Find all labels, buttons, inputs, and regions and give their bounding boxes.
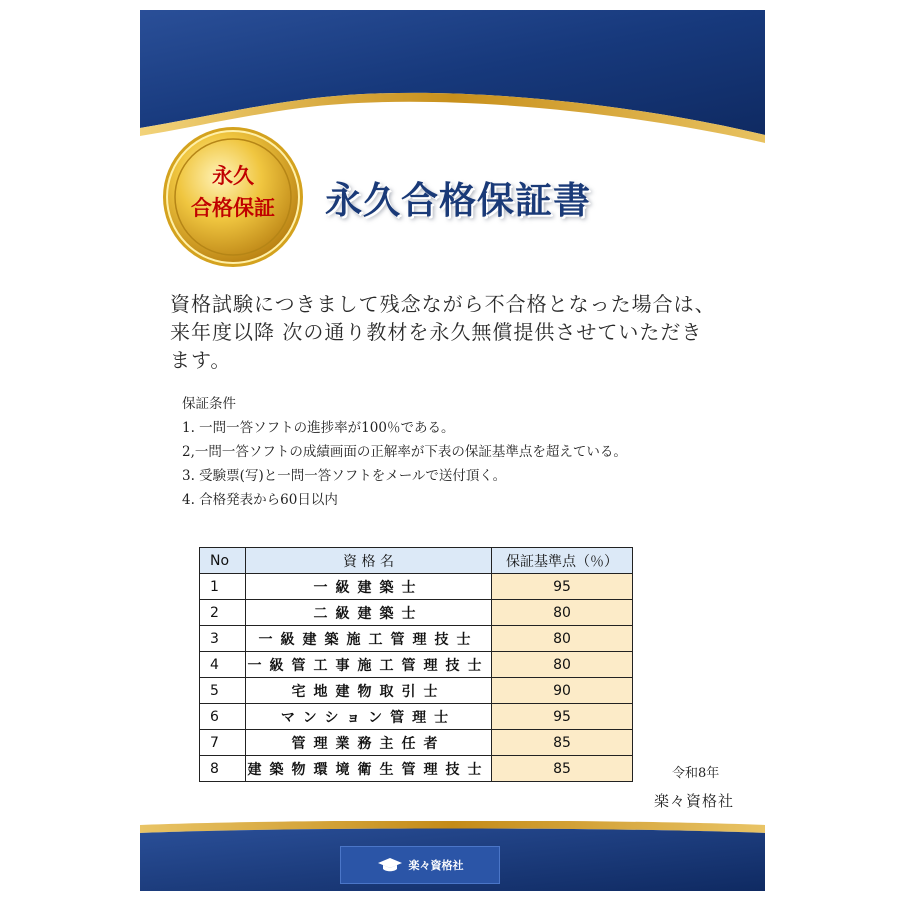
- row-score: 85: [492, 730, 633, 756]
- row-name: 管理業務主任者: [246, 730, 492, 756]
- table-row: [200, 652, 633, 678]
- qualification-table: [199, 547, 633, 782]
- row-no: 4: [200, 652, 246, 678]
- intro-line-1: 資格試験につきまして残念ながら不合格となった場合は、: [170, 292, 716, 316]
- table-row: [200, 704, 633, 730]
- certificate-page: [140, 10, 765, 891]
- row-score: 80: [492, 600, 633, 626]
- condition-item-3: 3. 受験票(写)と一問一答ソフトをメールで送付頂く。: [182, 468, 507, 484]
- seal-line-1: 永久: [212, 164, 254, 188]
- issue-date: 令和8年: [672, 766, 720, 781]
- row-no: 1: [200, 574, 246, 600]
- row-score: 90: [492, 678, 633, 704]
- row-score: 85: [492, 756, 633, 782]
- intro-line-3: ます。: [170, 348, 232, 372]
- footer-logo: [340, 846, 500, 884]
- company-name: 楽々資格社: [654, 792, 735, 810]
- row-no: 5: [200, 678, 246, 704]
- condition-item-1: 1. 一問一答ソフトの進捗率が100％である。: [182, 420, 455, 436]
- seal-line-2: 合格保証: [191, 196, 275, 220]
- row-name: 二級建築士: [246, 600, 492, 626]
- header-no: No: [200, 548, 246, 574]
- row-name: マンション管理士: [246, 704, 492, 730]
- table-row: [200, 678, 633, 704]
- intro-text: [170, 290, 750, 374]
- row-name: 一級建築士: [246, 574, 492, 600]
- row-no: 6: [200, 704, 246, 730]
- table-header-row: [200, 548, 633, 574]
- table-row: [200, 756, 633, 782]
- table-row: [200, 600, 633, 626]
- row-score: 80: [492, 626, 633, 652]
- row-score: 95: [492, 574, 633, 600]
- seal-label: [158, 160, 308, 224]
- row-score: 95: [492, 704, 633, 730]
- row-score: 80: [492, 652, 633, 678]
- condition-item-2: 2,一問一答ソフトの成績画面の正解率が下表の保証基準点を超えている。: [182, 444, 627, 460]
- row-no: 3: [200, 626, 246, 652]
- conditions-heading: 保証条件: [182, 396, 236, 412]
- row-no: 7: [200, 730, 246, 756]
- row-no: 8: [200, 756, 246, 782]
- guarantee-conditions: [182, 392, 742, 512]
- footer-logo-text: 楽々資格社: [408, 859, 464, 872]
- row-name: 建築物環境衛生管理技士: [246, 756, 492, 782]
- table-row: [200, 626, 633, 652]
- header-name: 資 格 名: [246, 548, 492, 574]
- page-title: 永久合格保証書: [325, 179, 591, 222]
- row-no: 2: [200, 600, 246, 626]
- row-name: 一級建築施工管理技士: [246, 626, 492, 652]
- condition-item-4: 4. 合格発表から60日以内: [182, 492, 338, 508]
- table-row: [200, 574, 633, 600]
- table-row: [200, 730, 633, 756]
- intro-line-2: 来年度以降 次の通り教材を永久無償提供させていただき: [170, 320, 703, 344]
- header-score: 保証基準点（％）: [492, 548, 633, 574]
- graduation-cap-icon: [377, 856, 403, 874]
- row-name: 一級管工事施工管理技士: [246, 652, 492, 678]
- row-name: 宅地建物取引士: [246, 678, 492, 704]
